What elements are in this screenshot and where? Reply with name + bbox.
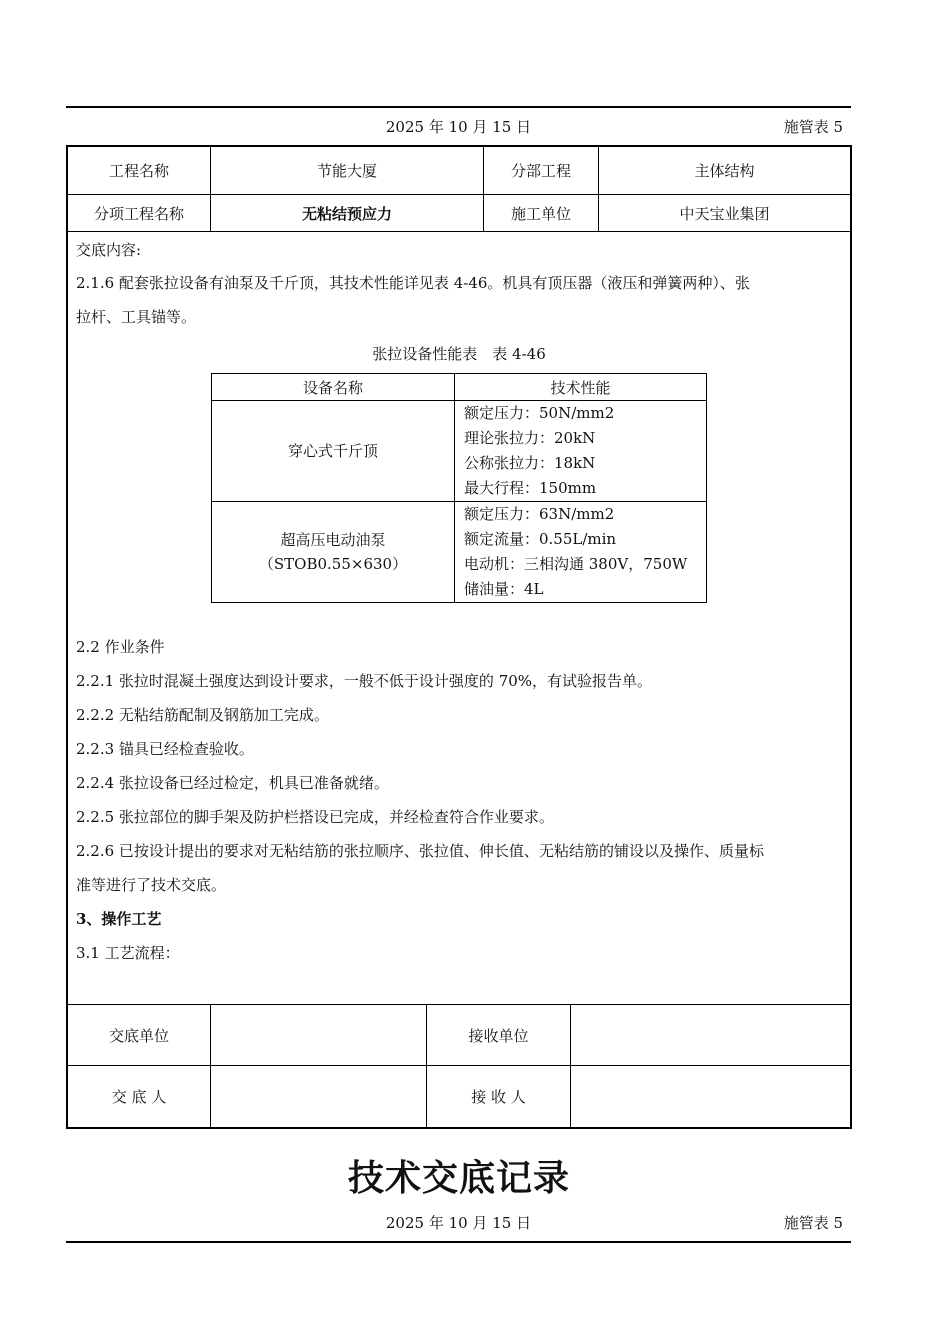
condition-item: 2.2.2 无粘结筋配制及钢筋加工完成。	[76, 706, 329, 724]
receiver-label: 接 收 人	[471, 1088, 526, 1106]
process-flow-heading: 3.1 工艺流程：	[76, 944, 180, 962]
issuer-field[interactable]	[211, 1066, 426, 1127]
equipment-name	[212, 502, 455, 603]
project-name-label: 工程名称	[108, 162, 169, 180]
tensioning-equipment-table	[211, 373, 707, 603]
spec-line: 储油量：4L	[464, 580, 544, 598]
page-title: 技术交底记录	[347, 1158, 570, 1199]
receiver-field[interactable]	[571, 1066, 850, 1127]
section-heading: 2.2 作业条件	[76, 638, 165, 656]
receiving-unit-field[interactable]	[571, 1005, 850, 1065]
condition-item: 2.2.4 张拉设备已经过检定，机具已准备就绪。	[76, 774, 389, 792]
equipment-specs	[455, 502, 707, 603]
equipment-name-line: 穿心式千斤顶	[287, 442, 378, 460]
equipment-model-line: （STOB0.55×630）	[258, 555, 408, 573]
equipment-name	[212, 401, 455, 502]
table-caption: 张拉设备性能表 表 4-46	[372, 345, 546, 363]
spec-line: 额定压力：63N/mm2	[464, 505, 615, 523]
form-code: 施管表 5	[783, 118, 843, 136]
receiving-unit-label: 接收单位	[468, 1026, 529, 1045]
division-label: 分部工程	[510, 162, 571, 180]
paragraph-line: 2.1.6 配套张拉设备有油泵及千斤顶，其技术性能详见表 4-46。机具有顶压器（液压和弹簧两种）、张	[76, 274, 750, 292]
bottom-rule	[66, 1241, 851, 1243]
info-bottom-divider	[68, 231, 850, 232]
record-date: 2025 年 10 月 15 日	[385, 118, 532, 136]
paragraph-2-1-6	[76, 266, 846, 334]
spec-line: 额定流量：0.55L/min	[464, 530, 617, 548]
table-row	[212, 401, 707, 502]
paragraph-line: 拉杆、工具锚等。	[76, 308, 197, 326]
issuing-unit-field[interactable]	[211, 1005, 426, 1065]
top-rule	[66, 106, 851, 108]
spec-line: 额定压力：50N/mm2	[464, 404, 615, 422]
spec-line: 最大行程：150mm	[464, 479, 597, 497]
construction-unit-label: 施工单位	[510, 204, 571, 223]
column-header: 技术性能	[455, 374, 707, 401]
table-header-row	[212, 374, 707, 401]
column-header: 设备名称	[212, 374, 455, 401]
project-name-value: 节能大厦	[316, 162, 377, 180]
condition-item: 2.2.3 锚具已经检查验收。	[76, 740, 254, 758]
section-2-2	[76, 630, 846, 970]
issuer-label: 交 底 人	[111, 1088, 167, 1106]
subitem-value: 无粘结预应力	[301, 204, 392, 223]
record-form	[66, 145, 852, 1129]
record-date: 2025 年 10 月 15 日	[385, 1214, 532, 1232]
subitem-label: 分项工程名称	[93, 204, 184, 223]
spec-line: 理论张拉力：20kN	[464, 429, 596, 447]
date-line	[66, 116, 851, 136]
equipment-specs	[455, 401, 707, 502]
condition-item: 准等进行了技术交底。	[76, 876, 227, 894]
construction-unit-value: 中天宝业集团	[679, 204, 770, 223]
condition-item: 2.2.6 已按设计提出的要求对无粘结筋的张拉顺序、张拉值、伸长值、无粘结筋的铺设以及操作、质量标	[76, 842, 764, 860]
spec-line: 公称张拉力：18kN	[464, 454, 596, 472]
table-row	[212, 502, 707, 603]
section-heading: 3、操作工艺	[76, 910, 162, 928]
issuing-unit-label: 交底单位	[108, 1026, 169, 1045]
condition-item: 2.2.1 张拉时混凝土强度达到设计要求，一般不低于设计强度的 70%，有试验报告单。	[76, 672, 653, 690]
division-value: 主体结构	[694, 162, 755, 180]
condition-item: 2.2.5 张拉部位的脚手架及防护栏搭设已完成，并经检查符合作业要求。	[76, 808, 554, 826]
content-heading: 交底内容:	[76, 241, 142, 259]
equipment-name-line: 超高压电动油泵	[280, 531, 386, 549]
next-date-line	[66, 1212, 851, 1232]
spec-line: 电动机：三相沟通 380V，750W	[464, 555, 688, 573]
form-code: 施管表 5	[783, 1214, 843, 1232]
